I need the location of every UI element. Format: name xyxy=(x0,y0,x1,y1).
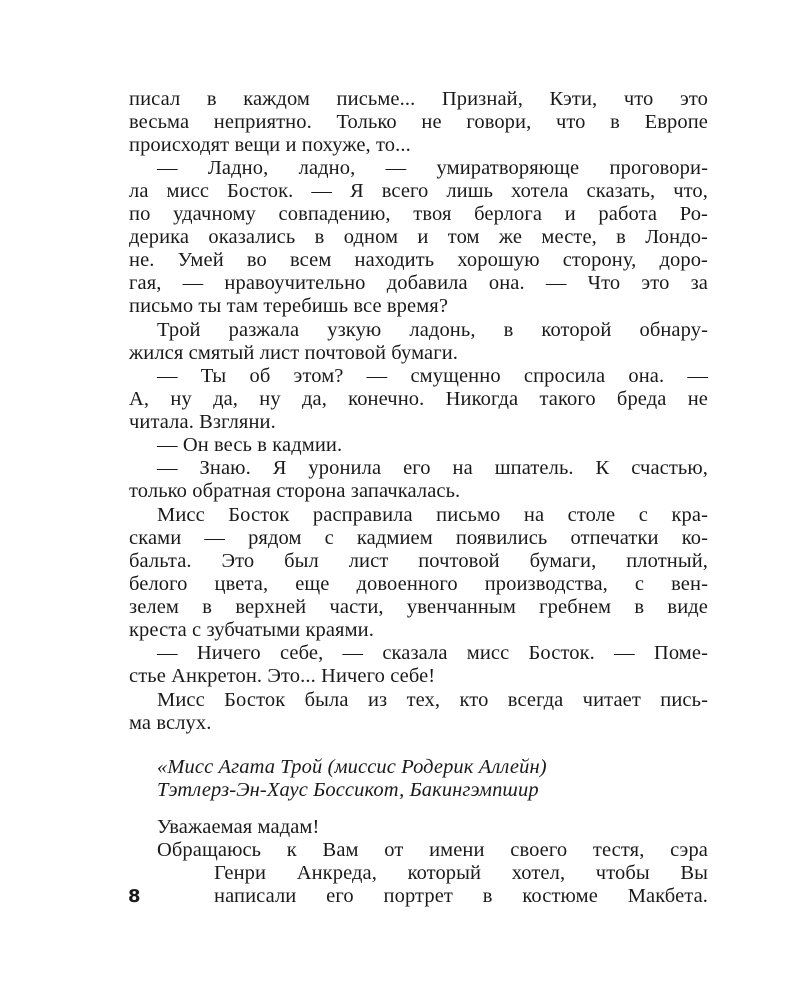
page-number: 8 xyxy=(128,886,141,907)
text-line: А, ну да, ну да, конечно. Никогда такого бреда не xyxy=(129,388,708,410)
text-line: Мисс Босток расправила письмо на столе с кра- xyxy=(157,504,708,526)
text-line: — Ничего себе, — сказала мисс Босток. — Поме- xyxy=(157,642,708,664)
text-line: ла мисс Босток. — Я всего лишь хотела сказать, что, xyxy=(129,180,708,202)
text-line: зелем в верхней части, увенчанным гребнем в виде xyxy=(129,596,708,618)
text-line: написали его портрет в костюме Макбета. xyxy=(214,885,708,907)
text-line: — Знаю. Я уронила его на шпатель. К счастью, xyxy=(157,457,708,479)
text-line: Генри Анкреда, который хотел, чтобы Вы xyxy=(214,862,708,884)
text-line: весьма неприятно. Только не говори, что в Европе xyxy=(129,111,708,133)
text-line: письмо ты там теребишь все время? xyxy=(129,295,449,317)
text-line: — Ты об этом? — смущенно спросила она. — xyxy=(157,365,708,387)
letter-address-line: Тэтлерз-Эн-Хаус Боссикот, Бакингэмпшир xyxy=(157,779,539,801)
text-line: только обратная сторона запачкалась. xyxy=(129,480,461,502)
text-line: — Ладно, ладно, — умиратворяюще проговори- xyxy=(157,157,708,179)
text-line: Обращаюсь к Вам от имени своего тестя, сэра xyxy=(157,839,708,861)
text-line: по удачному совпадению, твоя берлога и работа Ро- xyxy=(129,203,708,225)
text-line: Трой разжала узкую ладонь, в которой обнару- xyxy=(157,319,708,341)
letter-salutation: Уважаемая мадам! xyxy=(157,816,320,838)
text-line: креста с зубчатыми краями. xyxy=(129,619,374,641)
text-line: ма вслух. xyxy=(129,712,212,734)
letter-address-line: «Мисс Агата Трой (миссис Родерик Аллейн) xyxy=(157,756,547,778)
text-line: Мисс Босток была из тех, кто всегда читает пись- xyxy=(157,689,708,711)
text-line: бальта. Это был лист почтовой бумаги, плотный, xyxy=(129,550,708,572)
text-line: писал в каждом письме... Признай, Кэти, что это xyxy=(129,88,708,110)
text-line: происходят вещи и похуже, то... xyxy=(129,134,411,156)
text-line: дерика оказались в одном и том же месте, в Лондо- xyxy=(129,226,708,248)
text-line: стье Анкретон. Это... Ничего себе! xyxy=(129,665,436,687)
text-line: не. Умей во всем находить хорошую сторону, доро- xyxy=(129,249,708,271)
text-line: белого цвета, еще довоенного производства, с вен- xyxy=(129,573,708,595)
text-line: читала. Взгляни. xyxy=(129,411,276,433)
text-line: жился смятый лист почтовой бумаги. xyxy=(129,342,459,364)
text-line: — Он весь в кадмии. xyxy=(157,434,343,456)
text-line: гая, — нравоучительно добавила она. — Что это за xyxy=(129,272,708,294)
text-line: сками — рядом с кадмием появились отпечатки ко- xyxy=(129,527,708,549)
